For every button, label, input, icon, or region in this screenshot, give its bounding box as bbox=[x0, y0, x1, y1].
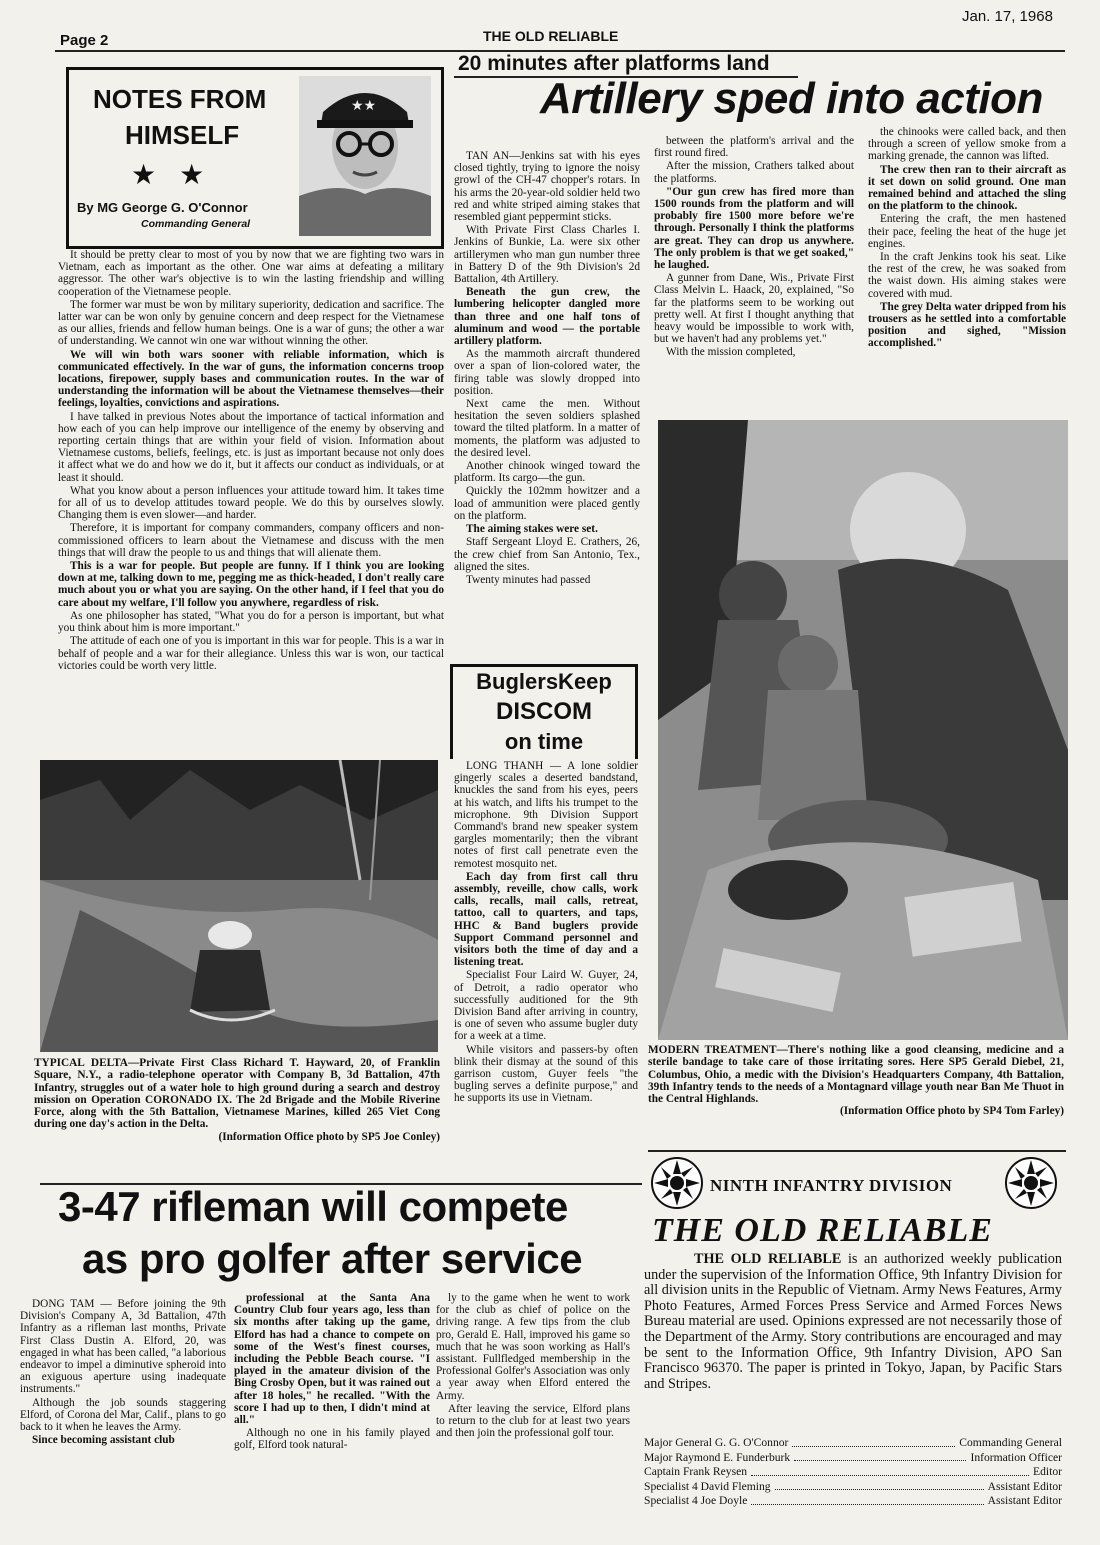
masthead-statement bbox=[644, 1252, 1062, 1392]
notes-title-line1: NOTES FROM bbox=[93, 84, 267, 114]
staff-row bbox=[644, 1451, 1062, 1466]
artillery-column-1 bbox=[454, 150, 640, 656]
delta-photo bbox=[40, 760, 438, 1052]
medic-caption-text: There's nothing like a good cleansing, medicine and a sterile bandage to take care of those irritating sores. Here SP5 Gerald Diebel, 21, Columbus, Ohio, a medic with the Division's Headquarters Company, 4th Battalion, 39th Infantry tends to the needs of a Montagnard village youth near Ban Me Thuot in the Central Highlands. bbox=[648, 1044, 1064, 1106]
issue-date: Jan. 17, 1968 bbox=[962, 8, 1053, 25]
artillery-paragraph: A gunner from Dane, Wis., Private First Class Melvin L. Haack, 20, explained, "So far the platforms seem to be working out pretty well. At first I thought anything that heavy would be impossible to work with, but we haven't had any problems yet." bbox=[654, 272, 854, 346]
svg-text:★★: ★★ bbox=[351, 99, 377, 114]
delta-caption-text: Private First Class Richard T. Hayward, 20, of Franklin Square, N.Y., a radio-telephone operator with Company B, 3d Battalion, 47th Infantry, struggles out of a water hole to high ground during a search and destroy mission on Operation CORONADO IX. The 2d Brigade and the Mobile Riverine Force, along with the 5th Battalion, Vietnamese Marines, killed 265 Viet Cong during one day's action in the Delta. bbox=[34, 1057, 440, 1131]
masthead-statement-text: is an authorized weekly publication under the supervision of the Information Office, 9th Infantry Division for all division units in the Republic of Vietnam. Army News Features, Army Photo Features, Armed Forces Press Service and Armed Forces News Bureau material are used. Opinions expressed are not necessarily those of the Department of the Army. Story contributions are encouraged and may be sent to the Information Office, 9th Infantry Division, APO San Francisco 96370. The paper is printed in Tokyo, Japan, by Pacific Stars and Stripes. bbox=[644, 1251, 1062, 1392]
artillery-paragraph: With Private First Class Charles I. Jenkins of Bunkie, La. were six other artillerymen who man gun number three in Battery D of the 9th Division's 2d Battalion, 4th Artillery. bbox=[454, 224, 640, 286]
buglers-title-box bbox=[450, 664, 638, 759]
delta-caption-lead: TYPICAL DELTA— bbox=[34, 1057, 140, 1069]
artillery-paragraph: As the mammoth aircraft thundered over a span of lion-colored water, the firing table was slowly dropped into position. bbox=[454, 348, 640, 397]
notes-title-line2: HIMSELF bbox=[125, 120, 240, 150]
staff-row bbox=[644, 1436, 1062, 1451]
notes-paragraph: What you know about a person influences your attitude toward him. It takes time for all of us to develop attitudes toward people. We do this by ourselves slowly. Changing them is even slower—and harder. bbox=[58, 484, 444, 522]
buglers-title-line2: DISCOM bbox=[496, 698, 592, 725]
artillery-paragraph: Twenty minutes had passed bbox=[466, 573, 591, 586]
artillery-paragraph: Quickly the 102mm howitzer and a load of ammunition were placed gently on the platform. bbox=[454, 485, 640, 522]
artillery-paragraph: Beneath the gun crew, the lumbering helicopter dangled more than three and one half tons of aluminum and wood — the portable artillery platform. bbox=[454, 286, 640, 348]
artillery-paragraph: After the mission, Crathers talked about the platforms. bbox=[654, 160, 854, 185]
golf-headline-line1: 3-47 rifleman will compete bbox=[58, 1183, 568, 1230]
golf-paragraph: professional at the Santa Ana Country Club four years ago, less than six months after taking up the game, Elford has had a chance to compete on some of the West's finest courses, including the Pebble Beach course. "I played in the amateur division of the Bing Crosby Open, but it was rained out after 18 holes," he recalled. "With the score I had up to then, I didn't mind at all." bbox=[234, 1292, 430, 1427]
general-portrait bbox=[299, 76, 431, 236]
staff-name: Major Raymond E. Funderburk bbox=[644, 1450, 791, 1464]
notes-paragraph: I have talked in previous Notes about the importance of tactical information and how each of you can help improve our intelligence of the enemy by observing and reporting certain things that are within your field of vision. Information about Vietnamese customs, beliefs, feelings, etc. is just as important because not only does it affect what we do and how we do it, but it affects our conduct as individuals, or at least it should. bbox=[58, 410, 444, 484]
notes-role: Commanding General bbox=[141, 218, 251, 230]
golf-paragraph: DONG TAM — Before joining the 9th Division's Company A, 3d Battalion, 47th Infantry as a rifleman last months, Private First Class Dustin A. Elford, 20, was engaged in what has been called, "a laborious endeavor to impel a diminutive spheroid into an exiguous aperture using inadequate instruments." bbox=[20, 1298, 226, 1396]
masthead-statement-lead: THE OLD RELIABLE bbox=[694, 1251, 842, 1267]
buglers-paragraph: Each day from first call thru assembly, reveille, chow calls, work calls, recalls, mail calls, retreat, tattoo, call to quarters, and taps, HHC & Band buglers provide Support Command personnel and visitors both the time of day and a listening treat. bbox=[454, 870, 638, 969]
notes-byline: By MG George G. O'Connor bbox=[77, 200, 248, 215]
page-number: Page 2 bbox=[60, 32, 109, 49]
medic-caption-lead: MODERN TREATMENT— bbox=[648, 1044, 788, 1056]
artillery-column-3 bbox=[868, 126, 1066, 416]
delta-caption-credit: (Information Office photo by SP5 Joe Conley) bbox=[218, 1130, 440, 1143]
artillery-paragraph: The crew then ran to their aircraft as it set down on solid ground. One man remained behind and attached the sling on the platform to the chinook. bbox=[868, 163, 1066, 213]
staff-row bbox=[644, 1465, 1062, 1480]
artillery-column-2 bbox=[654, 135, 854, 407]
artillery-paragraph: Another chinook winged toward the platform. Its cargo—the gun. bbox=[454, 460, 640, 485]
staff-role: Editor bbox=[1033, 1465, 1062, 1479]
artillery-paragraph: Next came the men. Without hesitation the seven soldiers splashed toward the tilted platform. In a matter of moments, the platform was adjusted to the desired level. bbox=[454, 398, 640, 459]
buglers-paragraph: LONG THANH — A lone soldier gingerly scales a deserted bandstand, knuckles the sand from his eyes, peers at his watch, and lifts his trumpet to the microphone. 9th Division Support Command's brand new speaker system gargles momentarily; then the vibrant notes of first call penetrate even the remotest mosquito net. bbox=[454, 760, 638, 870]
paper-name: THE OLD RELIABLE bbox=[483, 28, 619, 44]
staff-role: Assistant Editor bbox=[987, 1494, 1062, 1508]
artillery-paragraph: Entering the craft, the men hastened their pace, feeling the heat of the huge jet engines. bbox=[868, 213, 1066, 250]
notes-paragraph: The former war must be won by military superiority, dedication and sacrifice. The latter war can be won only by genuine concern and deep respect for the Vietnamese as our allies, friends and fellow human beings. One is a war of guns; the other a war of understanding. We cannot win one war without winning the other. bbox=[58, 298, 444, 348]
medic-caption-credit: (Information Office photo by SP4 Tom Farley) bbox=[839, 1105, 1064, 1118]
golf-paragraph: Since becoming assistant club bbox=[32, 1434, 175, 1447]
masthead-top-rule bbox=[648, 1150, 1066, 1152]
artillery-kicker: 20 minutes after platforms land bbox=[458, 52, 770, 75]
staff-role: Commanding General bbox=[959, 1436, 1062, 1449]
golf-column-2 bbox=[234, 1292, 430, 1512]
staff-role: Information Officer bbox=[970, 1450, 1062, 1464]
notes-column bbox=[58, 249, 444, 751]
notes-paragraph: Therefore, it is important for company commanders, company officers and non-commissioned officers to learn about the Vietnamese and discuss with the men things that will draw the people to us and things that will alienate them. bbox=[58, 522, 444, 559]
staff-role: Assistant Editor bbox=[987, 1479, 1062, 1493]
golf-paragraph: After leaving the service, Elford plans to return to the club for at least two years and then join the professional golf tour. bbox=[436, 1402, 630, 1440]
notes-paragraph: We will win both wars sooner with reliable information, which is communicated effectively. In the war of guns, the information concerns troop locations, firepower, supply bases and communication routes. In the war of understanding the information will be about the Vietnamese themselves—their feelings, loyalties, convictions and aspirations. bbox=[58, 348, 444, 410]
golf-paragraph: Although the job sounds staggering Elford, of Corona del Mar, Calif., plans to go back to it when he leaves the Army. bbox=[20, 1396, 226, 1434]
artillery-paragraph: the chinooks were called back, and then through a screen of yellow smoke from a marking grenade, the cannon was lifted. bbox=[868, 126, 1066, 163]
division-emblem-right-icon bbox=[1004, 1156, 1058, 1210]
medic-caption bbox=[648, 1044, 1064, 1118]
staff-name: Specialist 4 David Fleming bbox=[644, 1479, 771, 1493]
golf-paragraph: Although no one in his family played golf, Elford took natural- bbox=[234, 1427, 430, 1452]
artillery-paragraph: The aiming stakes were set. bbox=[466, 523, 598, 536]
staff-name: Specialist 4 Joe Doyle bbox=[644, 1494, 748, 1508]
artillery-paragraph: TAN AN—Jenkins sat with his eyes closed tightly, trying to ignore the noisy growl of the CH-47 chopper's rotars. In his arms the 20-year-old soldier held two red and white striped aiming stakes that resembled giant peppermint sticks. bbox=[454, 150, 640, 224]
staff-row bbox=[644, 1480, 1062, 1495]
artillery-paragraph: Staff Sergeant Lloyd E. Crathers, 26, the crew chief from San Antonio, Tex., aligned the sites. bbox=[454, 536, 640, 573]
delta-caption bbox=[34, 1057, 440, 1143]
artillery-paragraph: "Our gun crew has fired more than 1500 rounds from the platform and will probably fire 1500 more before we're through. Personally I think the platforms are great. They can drop us anywhere. The only problem is that we get soaked," he laughed. bbox=[654, 185, 854, 272]
golf-column-1 bbox=[20, 1298, 226, 1528]
masthead-division: NINTH INFANTRY DIVISION bbox=[710, 1176, 953, 1195]
medic-photo bbox=[658, 420, 1068, 1040]
buglers-paragraph: Specialist Four Laird W. Guyer, 24, of Detroit, a radio operator who successfully auditioned for the 9th Division Band after arriving in country, is one of seven who assume bugler duty for a week at a time. bbox=[454, 969, 638, 1043]
buglers-paragraph: While visitors and passers-by often blink their dismay at the sound of this garrison custom, Guyer feels "the bugling serves a definite purpose," and he supports its use in Vietnam. bbox=[454, 1043, 638, 1105]
notes-paragraph: As one philosopher has stated, "What you do for a person is important, but what you think about him is more important." bbox=[58, 609, 444, 635]
staff-row bbox=[644, 1494, 1062, 1509]
staff-name: Captain Frank Reysen bbox=[644, 1465, 748, 1479]
notes-paragraph: The attitude of each one of you is important in this war for people. This is a war in behalf of people and a war for their allegiance. Unless this war is won, our tactical victories could be worth very little. bbox=[58, 635, 444, 672]
buglers-title-line1: BuglersKeep bbox=[476, 669, 612, 694]
artillery-paragraph: With the mission completed, bbox=[666, 346, 796, 359]
buglers-title-line3: on time bbox=[504, 729, 584, 754]
golf-column-3 bbox=[436, 1292, 630, 1507]
notes-paragraph: This is a war for people. But people are funny. If I think you are looking down at me, talking down to me, pegging me as thick-headed, I don't really care much about you or what you are saying. On the other hand, if I feel that you do care about my welfare, I'll follow you anywhere, regardless of risk. bbox=[58, 560, 444, 609]
staff-list bbox=[644, 1436, 1062, 1509]
golf-headline-line2: as pro golfer after service bbox=[82, 1235, 583, 1282]
buglers-column bbox=[454, 760, 638, 1188]
artillery-headline: Artillery sped into action bbox=[540, 74, 1043, 123]
notes-paragraph: It should be pretty clear to most of you by now that we are fighting two wars in Vietnam, each as important as the other. One war aims at defeating a military aggressor. The other war's objective is to win the lasting friendship and willing cooperation of the Vietnamese people. bbox=[58, 249, 444, 298]
artillery-paragraph: In the craft Jenkins took his seat. Like the rest of the crew, he was soaked from the waist down. His aiming stakes were covered with mud. bbox=[868, 251, 1066, 300]
division-emblem-left-icon bbox=[650, 1156, 704, 1210]
golf-paragraph: ly to the game when he went to work for the club as chief of police on the driving range. A few tips from the club pro, Gerald E. Hall, improved his game so much that he was soon working as Hall's assistant. Fullfledged membership in the Professional Golfer's Association was only a year away when Elford entered the Army. bbox=[436, 1292, 630, 1402]
star-icons: ★ ★ bbox=[131, 160, 213, 191]
artillery-paragraph: The grey Delta water dripped from his trousers as he settled into a comfortable position and sighed, "Mission accomplished." bbox=[868, 300, 1066, 350]
masthead-title: THE OLD RELIABLE bbox=[652, 1212, 993, 1249]
notes-box bbox=[66, 67, 444, 249]
artillery-paragraph: between the platform's arrival and the first round fired. bbox=[654, 135, 854, 160]
staff-name: Major General G. G. O'Connor bbox=[644, 1436, 789, 1449]
